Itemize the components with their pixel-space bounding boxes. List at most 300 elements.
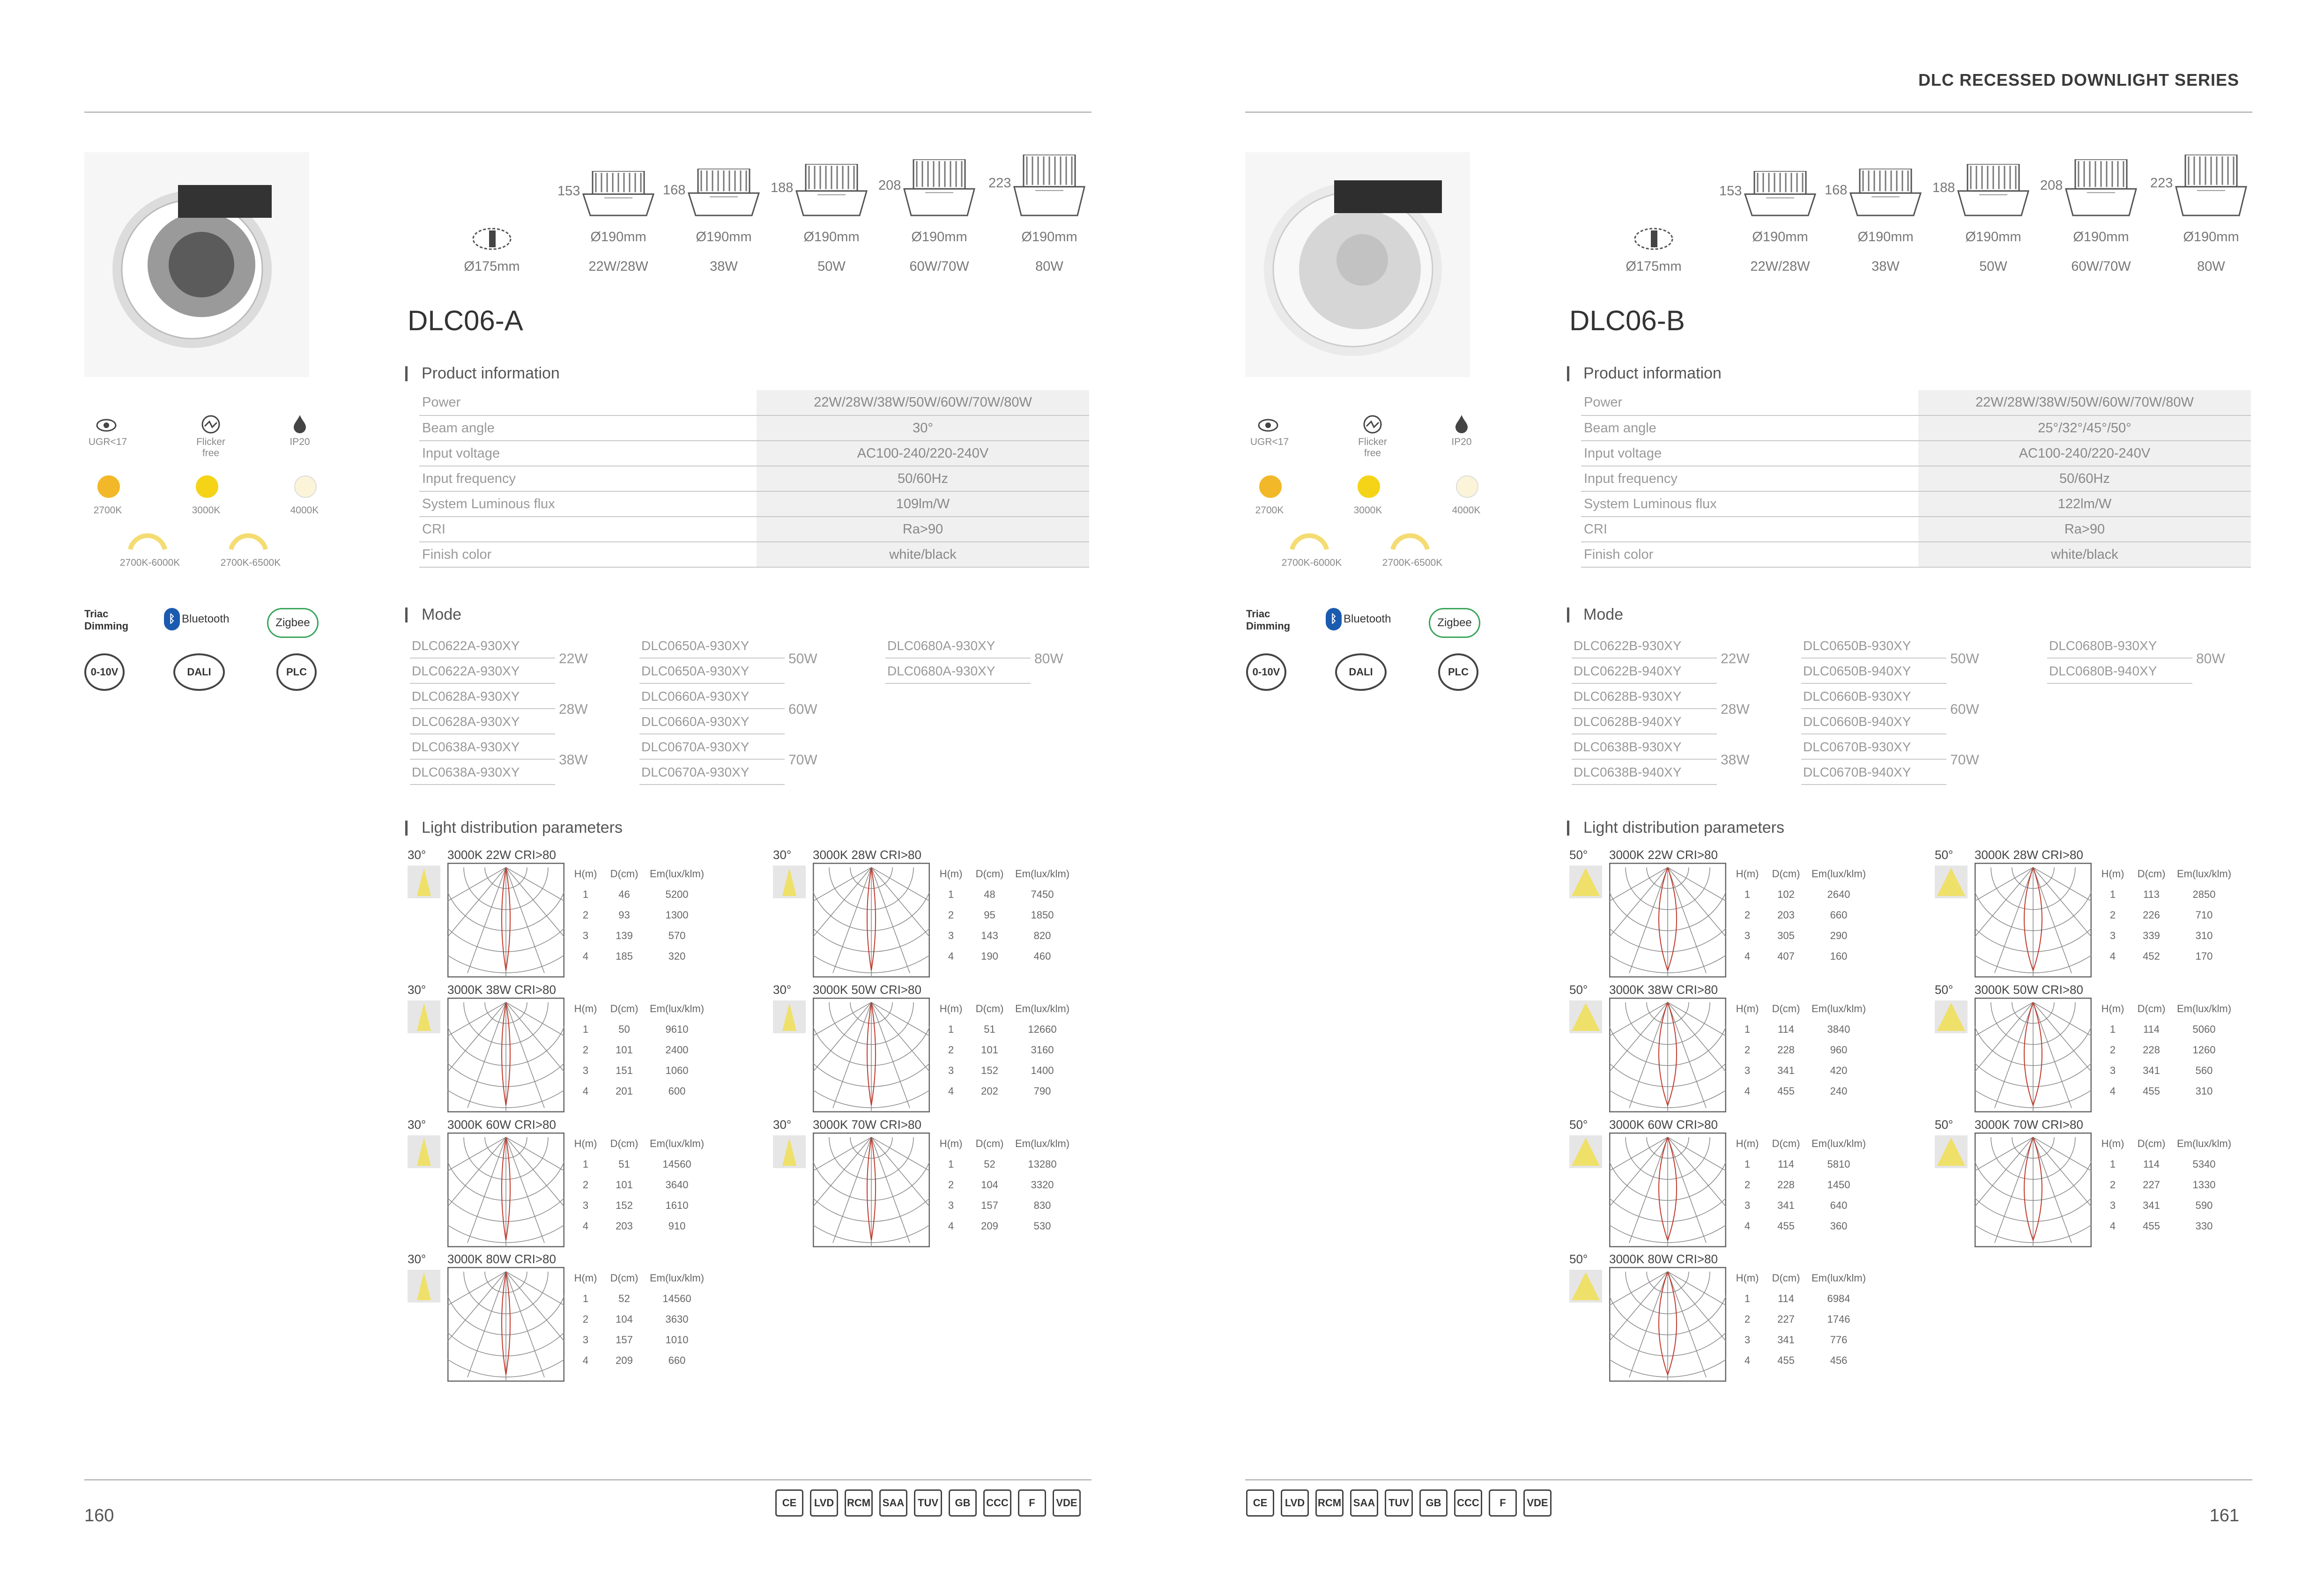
mode-wattage: 28W	[1721, 702, 1750, 717]
ld-cell: 12660	[1028, 1023, 1057, 1035]
cct-label: 2700K	[1255, 505, 1284, 516]
ld-table-row	[569, 1195, 707, 1216]
info-value: Ra>90	[1918, 517, 2251, 542]
height-label: 188	[771, 180, 794, 195]
ld-cell: 4	[2109, 1085, 2116, 1097]
polar-diagram	[447, 998, 564, 1112]
ld-col-header: D(cm)	[975, 868, 1004, 880]
ld-cell: 3	[2109, 930, 2116, 941]
ld-table-row	[935, 1216, 1073, 1236]
ld-cell: 52	[984, 1158, 995, 1170]
lamp-dimension-drawing	[902, 159, 977, 218]
height-label: 153	[1719, 184, 1742, 199]
lamp-dimension-drawing	[1956, 164, 2031, 218]
info-key: CRI	[1581, 517, 1918, 542]
mode-code: DLC0680B-930XY	[2047, 633, 2192, 659]
dali-icon: DALI	[173, 653, 225, 691]
diameter-label: Ø190mm	[590, 230, 646, 244]
info-value: 22W/28W/38W/50W/60W/70W/80W	[1918, 390, 2251, 415]
mode-wattage: 28W	[559, 702, 588, 717]
ld-col-header: H(m)	[1736, 1003, 1759, 1014]
ld-cell: 420	[1830, 1065, 1848, 1076]
ld-table-row	[935, 1175, 1073, 1195]
ld-cell: 114	[2143, 1023, 2160, 1035]
ld-cell: 320	[668, 950, 686, 962]
mode-code: DLC0660A-930XY	[639, 684, 785, 709]
ld-table-row	[2096, 1175, 2235, 1195]
ip20-feature: IP20	[276, 412, 323, 448]
ld-cell: 3	[1744, 1065, 1751, 1076]
ld-cell: 1610	[665, 1199, 689, 1211]
mode-code: DLC0670A-930XY	[639, 760, 785, 785]
light-distribution-block	[408, 848, 764, 979]
ld-cell: 790	[1033, 1085, 1051, 1097]
ld-col-header: D(cm)	[610, 1138, 639, 1149]
beam-angle-label: 30°	[773, 983, 792, 997]
certification-marks	[775, 1489, 1081, 1517]
ld-col-header: H(m)	[574, 1003, 597, 1014]
ld-table-row	[2096, 1019, 2235, 1040]
ld-table-row	[1731, 1350, 1869, 1371]
ld-cell: 2	[948, 1044, 954, 1056]
ld-cell: 910	[668, 1220, 686, 1232]
ld-cell: 360	[1830, 1220, 1848, 1232]
info-value: Ra>90	[757, 517, 1089, 542]
diameter-label: Ø190mm	[803, 230, 860, 244]
ld-table-row	[2096, 905, 2235, 925]
ld-col-header: H(m)	[2101, 868, 2124, 880]
cert-ccc-icon: CCC	[1454, 1489, 1482, 1517]
ld-cell: 1060	[665, 1065, 689, 1076]
mode-wattage: 22W	[1721, 651, 1750, 666]
mode-wattage: 60W	[1950, 702, 1979, 717]
beam-cone-icon	[773, 866, 806, 898]
mode-code: DLC0680A-930XY	[885, 633, 1031, 659]
ld-cell: 201	[616, 1085, 633, 1097]
ld-cell: 820	[1033, 930, 1051, 941]
mode-group	[639, 684, 855, 734]
ld-table-row	[569, 1019, 707, 1040]
beam-cone-icon	[408, 1000, 440, 1033]
ld-cell: 114	[2143, 1158, 2160, 1170]
ld-table-row	[1731, 1195, 1869, 1216]
ld-table-row	[935, 884, 1073, 905]
info-value: 25°/32°/45°/50°	[1918, 415, 2251, 441]
ld-cell: 203	[616, 1220, 633, 1232]
ld-cell: 2	[948, 909, 954, 921]
mode-group	[1572, 684, 1787, 734]
ld-title: 3000K 50W CRI>80	[1975, 983, 2083, 997]
ld-table-row	[1731, 1019, 1869, 1040]
mode-code: DLC0670B-930XY	[1801, 734, 1946, 760]
ld-cell: 1	[1744, 1023, 1751, 1035]
ld-col-header: Em(lux/klm)	[2176, 1003, 2232, 1014]
ld-cell: 2	[2109, 909, 2116, 921]
ugr-feature: UGR<17	[1246, 412, 1293, 448]
ld-table-header	[1731, 1133, 1869, 1154]
ugr-icon	[1246, 412, 1293, 436]
mode-group	[410, 734, 625, 785]
ld-table-row	[1731, 1288, 1869, 1309]
ld-cell: 52	[618, 1293, 630, 1304]
mode-code: DLC0660A-930XY	[639, 709, 785, 734]
ld-cell: 1	[1744, 1293, 1751, 1304]
ld-col-header: D(cm)	[1772, 1138, 1800, 1149]
ld-table-row	[1731, 1175, 1869, 1195]
mode-group	[2047, 633, 2263, 684]
ld-cell: 114	[1777, 1158, 1795, 1170]
mode-wattage: 80W	[2196, 651, 2225, 666]
ip20-icon	[1438, 412, 1485, 436]
mode-heading: Mode	[1567, 606, 1623, 624]
light-distribution-block	[408, 1118, 764, 1249]
ld-table-header	[2096, 999, 2235, 1019]
product-photo	[84, 152, 309, 377]
ld-cell: 202	[981, 1085, 998, 1097]
ld-cell: 1300	[665, 909, 689, 921]
cutout-icon	[468, 220, 515, 258]
tunable-arc-icon	[227, 527, 269, 550]
ld-table-row	[569, 1288, 707, 1309]
ld-table-row	[2096, 1040, 2235, 1060]
ld-cell: 143	[981, 930, 998, 941]
mode-code: DLC0622B-940XY	[1572, 659, 1717, 684]
mode-wattage: 50W	[788, 651, 817, 666]
ld-cell: 310	[2195, 1085, 2213, 1097]
wattage-label: 80W	[1035, 259, 1063, 274]
ld-table-row	[569, 1060, 707, 1081]
diameter-label: Ø190mm	[2183, 230, 2239, 244]
ld-table-row	[1731, 925, 1869, 946]
ld-cell: 5810	[1827, 1158, 1850, 1170]
cert-f-icon: F	[1018, 1489, 1046, 1517]
tunable-arc-icon	[126, 527, 169, 550]
ld-cell: 590	[2195, 1199, 2213, 1211]
ld-cell: 3640	[665, 1179, 689, 1191]
ld-cell: 4	[948, 950, 954, 962]
ld-cell: 710	[2195, 909, 2213, 921]
ld-cell: 341	[1777, 1199, 1795, 1211]
cert-gb-icon: GB	[949, 1489, 977, 1517]
product-info-heading: Product information	[1567, 364, 1722, 383]
cert-rcm-icon: RCM	[1315, 1489, 1344, 1517]
info-row	[1581, 441, 2251, 466]
bluetooth-icon: ᛒ	[164, 608, 180, 630]
light-distribution-block	[1569, 983, 1925, 1114]
mode-code: DLC0650A-930XY	[639, 659, 785, 684]
cct-label: 3000K	[192, 505, 221, 516]
ld-table	[1731, 1268, 1869, 1371]
ld-cell: 1010	[665, 1334, 689, 1346]
ld-cell: 455	[1777, 1220, 1795, 1232]
ld-cell: 570	[668, 930, 686, 941]
ld-table-header	[1731, 1268, 1869, 1288]
ld-cell: 209	[981, 1220, 998, 1232]
beam-angle-label: 50°	[1935, 1118, 1953, 1132]
wattage-label: 50W	[817, 259, 846, 274]
ld-col-header: D(cm)	[1772, 1003, 1800, 1014]
polar-diagram	[1609, 863, 1726, 977]
beam-cone-icon	[408, 1135, 440, 1168]
ld-cell: 776	[1830, 1334, 1848, 1346]
ld-table-row	[2096, 1216, 2235, 1236]
ld-cell: 2	[1744, 1313, 1751, 1325]
ld-cell: 152	[616, 1199, 633, 1211]
mode-wattage: 70W	[788, 752, 817, 768]
ld-table-header	[935, 1133, 1073, 1154]
ld-cell: 228	[2143, 1044, 2160, 1056]
mode-code: DLC0622A-930XY	[410, 659, 555, 684]
ld-cell: 226	[2143, 909, 2160, 921]
height-label: 208	[2040, 178, 2063, 193]
ld-cell: 1	[2109, 1023, 2116, 1035]
ld-cell: 3160	[1031, 1044, 1054, 1056]
ld-col-header: Em(lux/klm)	[2176, 1138, 2232, 1149]
diameter-label: Ø190mm	[1021, 230, 1077, 244]
lamp-dimension-drawing	[2064, 159, 2138, 218]
ld-table-row	[569, 925, 707, 946]
ld-cell: 452	[2143, 950, 2160, 962]
wattage-label: 60W/70W	[909, 259, 969, 274]
cct-3000K-swatch	[196, 475, 218, 498]
cert-vde-icon: VDE	[1053, 1489, 1081, 1517]
lamp-dimension-drawing	[2174, 155, 2249, 218]
info-value: 122lm/W	[1918, 491, 2251, 517]
ld-cell: 530	[1033, 1220, 1051, 1232]
polar-diagram	[447, 1133, 564, 1247]
lamp-dimension-drawing	[686, 169, 761, 218]
ld-col-header: H(m)	[1736, 868, 1759, 880]
ip20-icon	[276, 412, 323, 436]
ld-cell: 341	[2143, 1199, 2160, 1211]
ld-table-row	[1731, 1309, 1869, 1330]
ld-table	[1731, 999, 1869, 1102]
info-row	[1581, 466, 2251, 491]
ld-cell: 2	[582, 1313, 589, 1325]
ld-table-header	[569, 1268, 707, 1288]
polar-diagram	[1975, 863, 2092, 977]
ld-cell: 407	[1777, 950, 1795, 962]
ld-cell: 101	[616, 1179, 633, 1191]
ld-cell: 46	[618, 888, 630, 900]
info-key: Input voltage	[1581, 441, 1918, 466]
ld-cell: 1	[2109, 888, 2116, 900]
ld-cell: 101	[981, 1044, 998, 1056]
ld-cell: 2	[948, 1179, 954, 1191]
ld-col-header: Em(lux/klm)	[649, 868, 705, 880]
diameter-label: Ø190mm	[2073, 230, 2129, 244]
ld-title: 3000K 50W CRI>80	[813, 983, 921, 997]
info-value: white/black	[1918, 542, 2251, 567]
cutout-label: Ø175mm	[1626, 259, 1682, 274]
ld-cell: 4	[582, 1355, 589, 1366]
light-distribution-heading: Light distribution parameters	[1567, 819, 1784, 837]
light-distribution-block	[1569, 1118, 1925, 1249]
ld-table-row	[2096, 884, 2235, 905]
ld-table-row	[1731, 905, 1869, 925]
cert-lvd-icon: LVD	[810, 1489, 838, 1517]
ld-table-row	[935, 905, 1073, 925]
ld-table	[569, 1133, 707, 1236]
ld-cell: 203	[1777, 909, 1795, 921]
product-title: DLC06-B	[1569, 305, 1685, 336]
ld-cell: 460	[1033, 950, 1051, 962]
beam-angle-label: 30°	[408, 1118, 426, 1132]
tunable-arc-icon	[1389, 527, 1431, 550]
ld-cell: 4	[582, 950, 589, 962]
mode-group	[639, 734, 855, 785]
cert-ccc-icon: CCC	[983, 1489, 1011, 1517]
ld-cell: 2	[582, 1044, 589, 1056]
ld-table-row	[1731, 884, 1869, 905]
wattage-label: 80W	[2197, 259, 2225, 274]
ld-col-header: H(m)	[939, 1003, 963, 1014]
cct-label: 4000K	[1452, 505, 1481, 516]
ld-cell: 227	[2143, 1179, 2160, 1191]
ld-cell: 310	[2195, 930, 2213, 941]
tunable-label: 2700K-6000K	[119, 557, 180, 568]
series-header: DLC RECESSED DOWNLIGHT SERIES	[1918, 70, 2239, 89]
mode-heading: Mode	[405, 606, 461, 624]
cct-2700K-swatch	[1259, 475, 1282, 498]
ld-cell: 2640	[1827, 888, 1850, 900]
lamp-dimension-drawing	[794, 164, 869, 218]
lamp-dimension-drawing	[581, 171, 656, 218]
ld-cell: 114	[1777, 1023, 1795, 1035]
ld-table	[569, 864, 707, 967]
product-info-heading: Product information	[405, 364, 560, 383]
ld-table-header	[935, 999, 1073, 1019]
cert-ce-icon: CE	[1246, 1489, 1274, 1517]
ld-col-header: D(cm)	[610, 1272, 639, 1284]
ld-col-header: Em(lux/klm)	[1811, 1003, 1866, 1014]
beam-cone-icon	[1935, 1135, 1968, 1168]
ld-table	[2096, 864, 2235, 967]
info-key: Finish color	[1581, 542, 1918, 567]
ld-cell: 139	[616, 930, 633, 941]
ld-table	[1731, 1133, 1869, 1236]
plc-icon: PLC	[276, 653, 317, 691]
beam-cone-icon	[773, 1000, 806, 1033]
info-value: AC100-240/220-240V	[757, 441, 1089, 466]
cutout-label: Ø175mm	[464, 259, 520, 274]
ld-title: 3000K 22W CRI>80	[1609, 848, 1718, 862]
mode-code: DLC0650A-930XY	[639, 633, 785, 659]
mode-code: DLC0628B-940XY	[1572, 709, 1717, 734]
info-key: System Luminous flux	[419, 491, 757, 517]
ld-col-header: H(m)	[939, 868, 963, 880]
ld-col-header: D(cm)	[975, 1003, 1004, 1014]
info-value: white/black	[757, 542, 1089, 567]
ld-cell: 1850	[1031, 909, 1054, 921]
ld-cell: 3	[1744, 1334, 1751, 1346]
ld-table	[2096, 1133, 2235, 1236]
ld-cell: 4	[948, 1220, 954, 1232]
ld-table-row	[935, 1040, 1073, 1060]
ld-cell: 1	[1744, 888, 1751, 900]
ld-cell: 14560	[662, 1158, 691, 1170]
ld-table-header	[1731, 864, 1869, 884]
0-10v-icon: 0-10V	[84, 653, 125, 691]
mode-code: DLC0622B-930XY	[1572, 633, 1717, 659]
ld-cell: 4	[582, 1085, 589, 1097]
ld-table-row	[569, 1154, 707, 1175]
ld-cell: 341	[1777, 1065, 1795, 1076]
ld-cell: 104	[616, 1313, 633, 1325]
bluetooth-badge: ᛒ Bluetooth	[1326, 608, 1391, 630]
info-row	[1581, 542, 2251, 567]
ld-cell: 1	[948, 888, 954, 900]
ld-table-row	[2096, 1154, 2235, 1175]
mode-code: DLC0660B-940XY	[1801, 709, 1946, 734]
cct-4000K-swatch	[294, 475, 317, 498]
ld-cell: 3840	[1827, 1023, 1850, 1035]
light-distribution-block	[1935, 983, 2291, 1114]
height-label: 223	[988, 175, 1011, 191]
ld-table-row	[569, 1175, 707, 1195]
ld-title: 3000K 22W CRI>80	[447, 848, 556, 862]
beam-cone-icon	[1569, 1000, 1602, 1033]
ld-cell: 1	[1744, 1158, 1751, 1170]
ld-title: 3000K 38W CRI>80	[447, 983, 556, 997]
flicker-free-icon	[1349, 412, 1396, 436]
mode-group	[639, 633, 855, 684]
ld-cell: 341	[1777, 1334, 1795, 1346]
ld-cell: 228	[1777, 1044, 1795, 1056]
light-distribution-block	[408, 1252, 764, 1383]
ld-col-header: H(m)	[2101, 1003, 2124, 1014]
mode-group	[1801, 734, 2017, 785]
ld-title: 3000K 28W CRI>80	[813, 848, 921, 862]
cct-label: 3000K	[1353, 505, 1382, 516]
mode-wattage: 38W	[559, 752, 588, 768]
ld-col-header: Em(lux/klm)	[649, 1138, 705, 1149]
bluetooth-badge: ᛒ Bluetooth	[164, 608, 229, 630]
ld-col-header: Em(lux/klm)	[649, 1272, 705, 1284]
ld-title: 3000K 38W CRI>80	[1609, 983, 1718, 997]
ld-cell: 1450	[1827, 1179, 1850, 1191]
info-row	[1581, 517, 2251, 542]
ld-cell: 1	[582, 888, 589, 900]
info-value: AC100-240/220-240V	[1918, 441, 2251, 466]
dali-icon: DALI	[1335, 653, 1387, 691]
wattage-label: 22W/28W	[1750, 259, 1810, 274]
ld-cell: 1	[2109, 1158, 2116, 1170]
ld-cell: 14560	[662, 1293, 691, 1304]
cct-label: 2700K	[93, 505, 122, 516]
bluetooth-icon: ᛒ	[1326, 608, 1342, 630]
info-value: 50/60Hz	[757, 466, 1089, 491]
ld-table-row	[1731, 1154, 1869, 1175]
lamp-dimension-drawing	[1848, 169, 1923, 218]
ld-cell: 4	[1744, 1085, 1751, 1097]
light-distribution-block	[1569, 1252, 1925, 1383]
ld-table-row	[1731, 1081, 1869, 1102]
ld-table-row	[569, 905, 707, 925]
ld-table-row	[2096, 1081, 2235, 1102]
mode-code: DLC0622A-930XY	[410, 633, 555, 659]
ld-col-header: D(cm)	[2137, 868, 2166, 880]
ugr-feature: UGR<17	[84, 412, 131, 448]
ld-cell: 114	[1777, 1293, 1795, 1304]
ld-table-row	[1731, 1040, 1869, 1060]
ld-col-header: H(m)	[1736, 1138, 1759, 1149]
ld-cell: 3	[582, 1065, 589, 1076]
mode-code: DLC0680A-930XY	[885, 659, 1031, 684]
mode-code: DLC0628A-930XY	[410, 684, 555, 709]
ld-col-header: Em(lux/klm)	[1015, 1003, 1070, 1014]
polar-diagram	[1975, 998, 2092, 1112]
